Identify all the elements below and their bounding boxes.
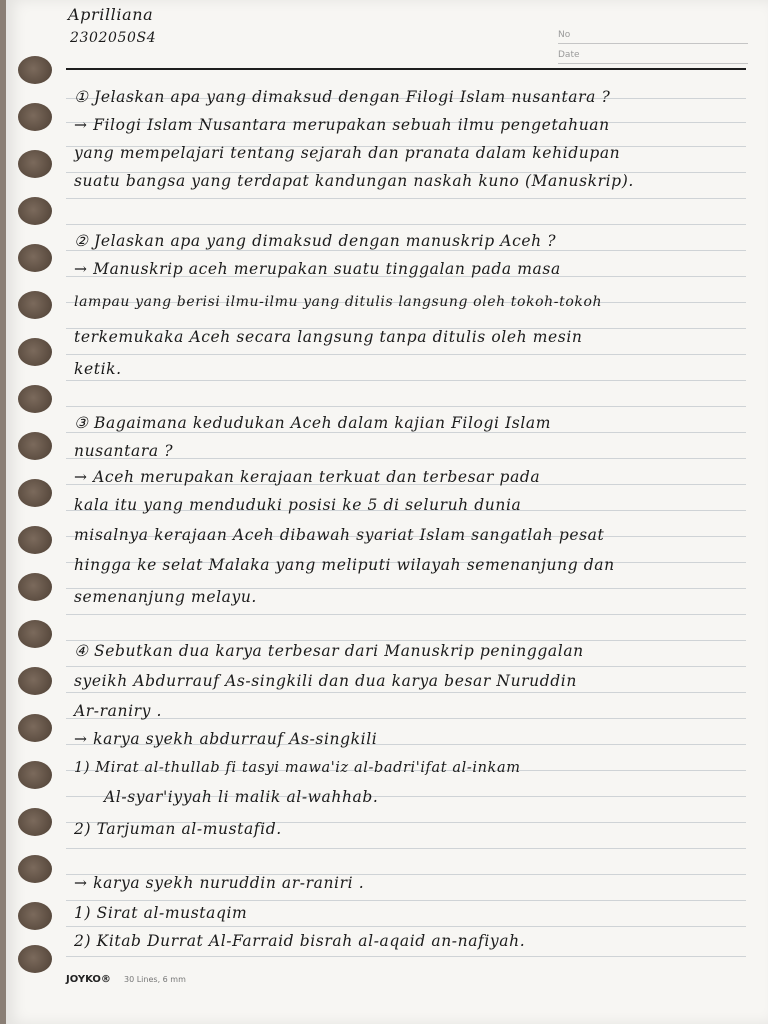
answer-line: → Filogi Islam Nusantara merupakan sebuah ilmu pengetahuan [74, 116, 610, 134]
notebook-page [6, 0, 768, 1024]
ruled-line [66, 956, 746, 957]
binder-hole [18, 385, 52, 413]
binder-hole [18, 197, 52, 225]
binder-hole [18, 526, 52, 554]
ruled-line [66, 354, 746, 355]
binder-hole [18, 479, 52, 507]
answer-line: terkemukaka Aceh secara langsung tanpa ditulis oleh mesin [74, 328, 583, 346]
answer-line: hingga ke selat Malaka yang meliputi wilayah semenanjung dan [74, 556, 615, 574]
binder-hole [18, 714, 52, 742]
question-3: ③ Bagaimana kedudukan Aceh dalam kajian Filogi Islam [74, 414, 552, 432]
answer-line: → Aceh merupakan kerajaan terkuat dan terbesar pada [74, 468, 541, 486]
ruled-line [66, 432, 746, 433]
answer-line: 2) Kitab Durrat Al-Farraid bisrah al-aqaid an-nafiyah. [74, 932, 526, 950]
binder-hole [18, 432, 52, 460]
question-line: nusantara ? [74, 442, 174, 460]
student-id: 2302050S4 [70, 30, 157, 46]
binder-hole [18, 56, 52, 84]
answer-line: 1) Sirat al-mustaqim [74, 904, 248, 922]
ruled-line [66, 848, 746, 849]
question-line: Ar-raniry . [74, 702, 163, 720]
binder-hole [18, 573, 52, 601]
header-rule [66, 68, 746, 70]
answer-line: Al-syar'iyyah li malik al-wahhab. [104, 788, 379, 806]
ruled-line [66, 380, 746, 381]
ruled-line [66, 900, 746, 901]
brand-logo: JOYKO® [66, 974, 111, 985]
question-2: ② Jelaskan apa yang dimaksud dengan manuskrip Aceh ? [74, 232, 557, 250]
answer-line: → Manuskrip aceh merupakan suatu tinggalan pada masa [74, 260, 561, 278]
answer-line: → karya syekh abdurrauf As-singkili [74, 730, 378, 748]
ruled-line [66, 926, 746, 927]
student-name: Aprilliana [68, 5, 154, 24]
answer-line: kala itu yang menduduki posisi ke 5 di seluruh dunia [74, 496, 522, 514]
date-line [558, 63, 748, 64]
binder-hole [18, 902, 52, 930]
binder-hole [18, 761, 52, 789]
answer-line: suatu bangsa yang terdapat kandungan naskah kuno (Manuskrip). [74, 172, 634, 190]
answer-line: → karya syekh nuruddin ar-raniri . [74, 874, 365, 892]
answer-line: misalnya kerajaan Aceh dibawah syariat Islam sangatlah pesat [74, 526, 605, 544]
binder-hole [18, 855, 52, 883]
answer-line: semenanjung melayu. [74, 588, 257, 606]
ruled-line [66, 250, 746, 251]
binder-hole [18, 150, 52, 178]
ruled-line [66, 666, 746, 667]
ruled-line [66, 198, 746, 199]
answer-line: 2) Tarjuman al-mustafid. [74, 820, 282, 838]
binder-hole [18, 244, 52, 272]
paper-spec: 30 Lines, 6 mm [124, 975, 186, 984]
binder-hole [18, 620, 52, 648]
binder-hole [18, 103, 52, 131]
answer-line: lampau yang berisi ilmu-ilmu yang ditulis langsung oleh tokoh-tokoh [74, 294, 603, 310]
ruled-line [66, 614, 746, 615]
binder-hole [18, 291, 52, 319]
question-4: ④ Sebutkan dua karya terbesar dari Manuskrip peninggalan [74, 642, 584, 660]
ruled-line [66, 224, 746, 225]
ruled-line [66, 640, 746, 641]
question-1: ① Jelaskan apa yang dimaksud dengan Filogi Islam nusantara ? [74, 88, 611, 106]
binder-hole [18, 808, 52, 836]
answer-line: 1) Mirat al-thullab fi tasyi mawa'iz al-badri'ifat al-inkam [74, 760, 521, 776]
binder-hole [18, 667, 52, 695]
no-label: No [558, 30, 571, 40]
question-line: syeikh Abdurrauf As-singkili dan dua karya besar Nuruddin [74, 672, 577, 690]
ruled-line [66, 406, 746, 407]
answer-line: yang mempelajari tentang sejarah dan pranata dalam kehidupan [74, 144, 621, 162]
binder-hole [18, 945, 52, 973]
ruled-line [66, 692, 746, 693]
answer-line: ketik. [74, 360, 122, 378]
date-label: Date [558, 50, 580, 60]
binder-hole [18, 338, 52, 366]
